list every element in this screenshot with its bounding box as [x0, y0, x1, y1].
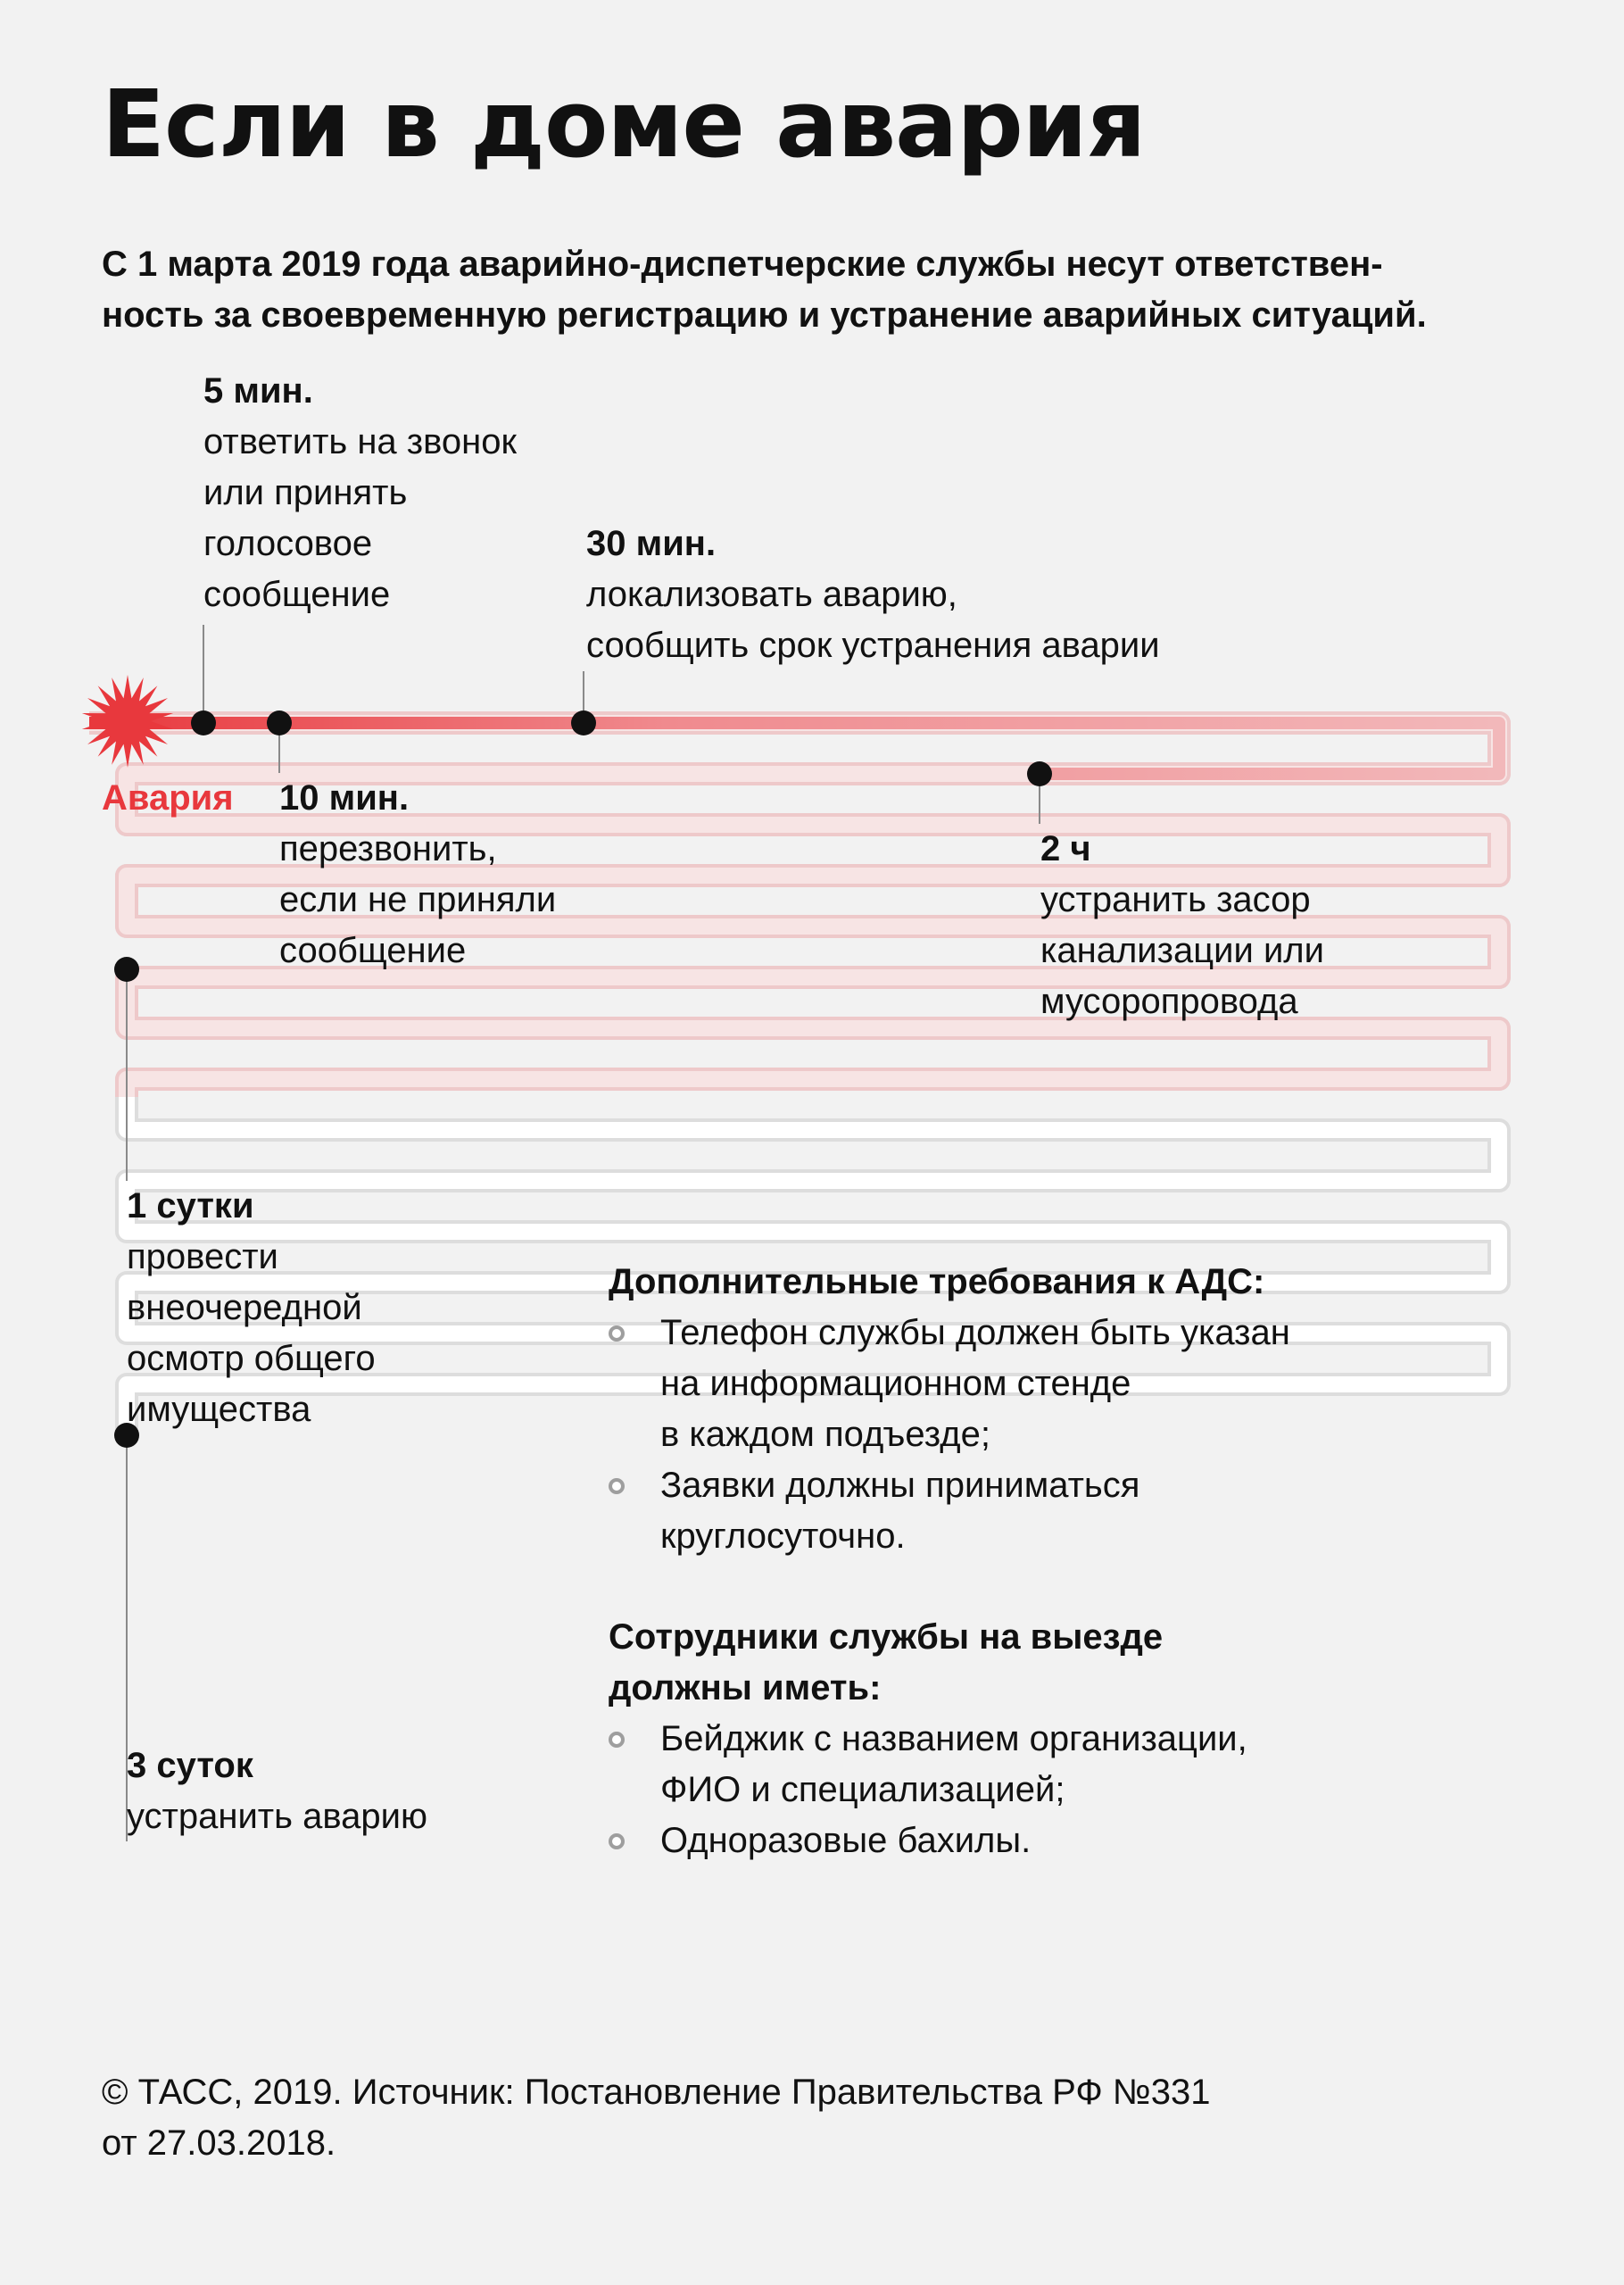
- milestone-line: сообщение: [203, 575, 391, 614]
- requirement-item: [609, 1308, 1290, 1460]
- milestone-line: или принять: [203, 473, 408, 512]
- milestone-3-days: [127, 1741, 427, 1842]
- staff-title: должны иметь:: [609, 1668, 882, 1708]
- requirement-line: Заявки должны приниматься: [660, 1466, 1140, 1505]
- milestone-line: устранить засор: [1040, 880, 1311, 919]
- milestone-time: 2 ч: [1040, 829, 1091, 868]
- milestone-time: 10 мин.: [279, 778, 410, 818]
- milestone-time: 1 сутки: [127, 1186, 254, 1226]
- staff-line: ФИО и специализацией;: [660, 1770, 1065, 1809]
- milestone-line: ответить на звонок: [203, 422, 518, 461]
- footer-line: от 27.03.2018.: [102, 2123, 336, 2163]
- requirement-line: на информационном стенде: [660, 1364, 1131, 1403]
- milestone-dot-1-day: [114, 957, 139, 982]
- milestone-2-h: [1040, 824, 1324, 1027]
- milestone-line: сообщить срок устранения аварии: [586, 626, 1160, 665]
- milestone-line: провести: [127, 1237, 278, 1276]
- staff-item: [609, 1714, 1247, 1816]
- bullet-ring-icon: [609, 1478, 625, 1494]
- staff-line: Одноразовые бахилы.: [660, 1821, 1032, 1860]
- bullet-ring-icon: [609, 1732, 625, 1748]
- requirements-title: Дополнительные требования к АДС:: [609, 1262, 1265, 1301]
- milestone-5-min: [203, 366, 517, 620]
- milestone-line: перезвонить,: [279, 829, 497, 868]
- milestone-time: 3 суток: [127, 1746, 253, 1785]
- milestone-time: 30 мин.: [586, 524, 717, 563]
- milestone-dot-5-min: [191, 710, 216, 735]
- milestone-line: голосовое: [203, 524, 373, 563]
- milestone-line: локализовать аварию,: [586, 575, 957, 614]
- source-footer: [102, 2067, 1211, 2169]
- milestone-line: осмотр общего: [127, 1339, 376, 1378]
- alarm-start-label: Авария: [102, 778, 234, 818]
- milestone-line: имущества: [127, 1390, 311, 1429]
- bullet-ring-icon: [609, 1833, 625, 1849]
- bullet-ring-icon: [609, 1325, 625, 1342]
- milestone-dot-30-min: [571, 710, 596, 735]
- requirement-item: [609, 1460, 1290, 1562]
- requirements-block: [609, 1257, 1290, 1562]
- staff-item: [609, 1816, 1247, 1866]
- staff-block: [609, 1612, 1247, 1866]
- milestone-dot-10-min: [267, 710, 292, 735]
- milestone-line: мусоропровода: [1040, 982, 1298, 1021]
- milestone-1-day: [127, 1181, 376, 1435]
- milestone-30-min: [586, 519, 1160, 671]
- milestone-line: канализации или: [1040, 931, 1324, 970]
- staff-title: Сотрудники службы на выезде: [609, 1617, 1164, 1657]
- milestone-line: если не приняли: [279, 880, 557, 919]
- page-title: Если в доме авария: [102, 70, 1146, 179]
- milestone-10-min: [279, 773, 556, 976]
- footer-line: © ТАСС, 2019. Источник: Постановление Правительства РФ №331: [102, 2073, 1211, 2112]
- milestone-time: 5 мин.: [203, 371, 313, 411]
- requirement-line: Телефон службы должен быть указан: [660, 1313, 1290, 1352]
- lead-line: С 1 марта 2019 года аварийно-диспетчерские службы несут ответствен-: [102, 245, 1383, 284]
- requirement-line: в каждом подъезде;: [660, 1415, 990, 1454]
- lead-line: ность за своевременную регистрацию и устранение аварийных ситуаций.: [102, 295, 1427, 335]
- milestone-line: устранить аварию: [127, 1797, 427, 1836]
- milestone-line: сообщение: [279, 931, 467, 970]
- requirement-line: круглосуточно.: [660, 1516, 906, 1556]
- milestone-dot-2-h: [1027, 761, 1052, 786]
- staff-line: Бейджик с названием организации,: [660, 1719, 1247, 1758]
- milestone-line: внеочередной: [127, 1288, 362, 1327]
